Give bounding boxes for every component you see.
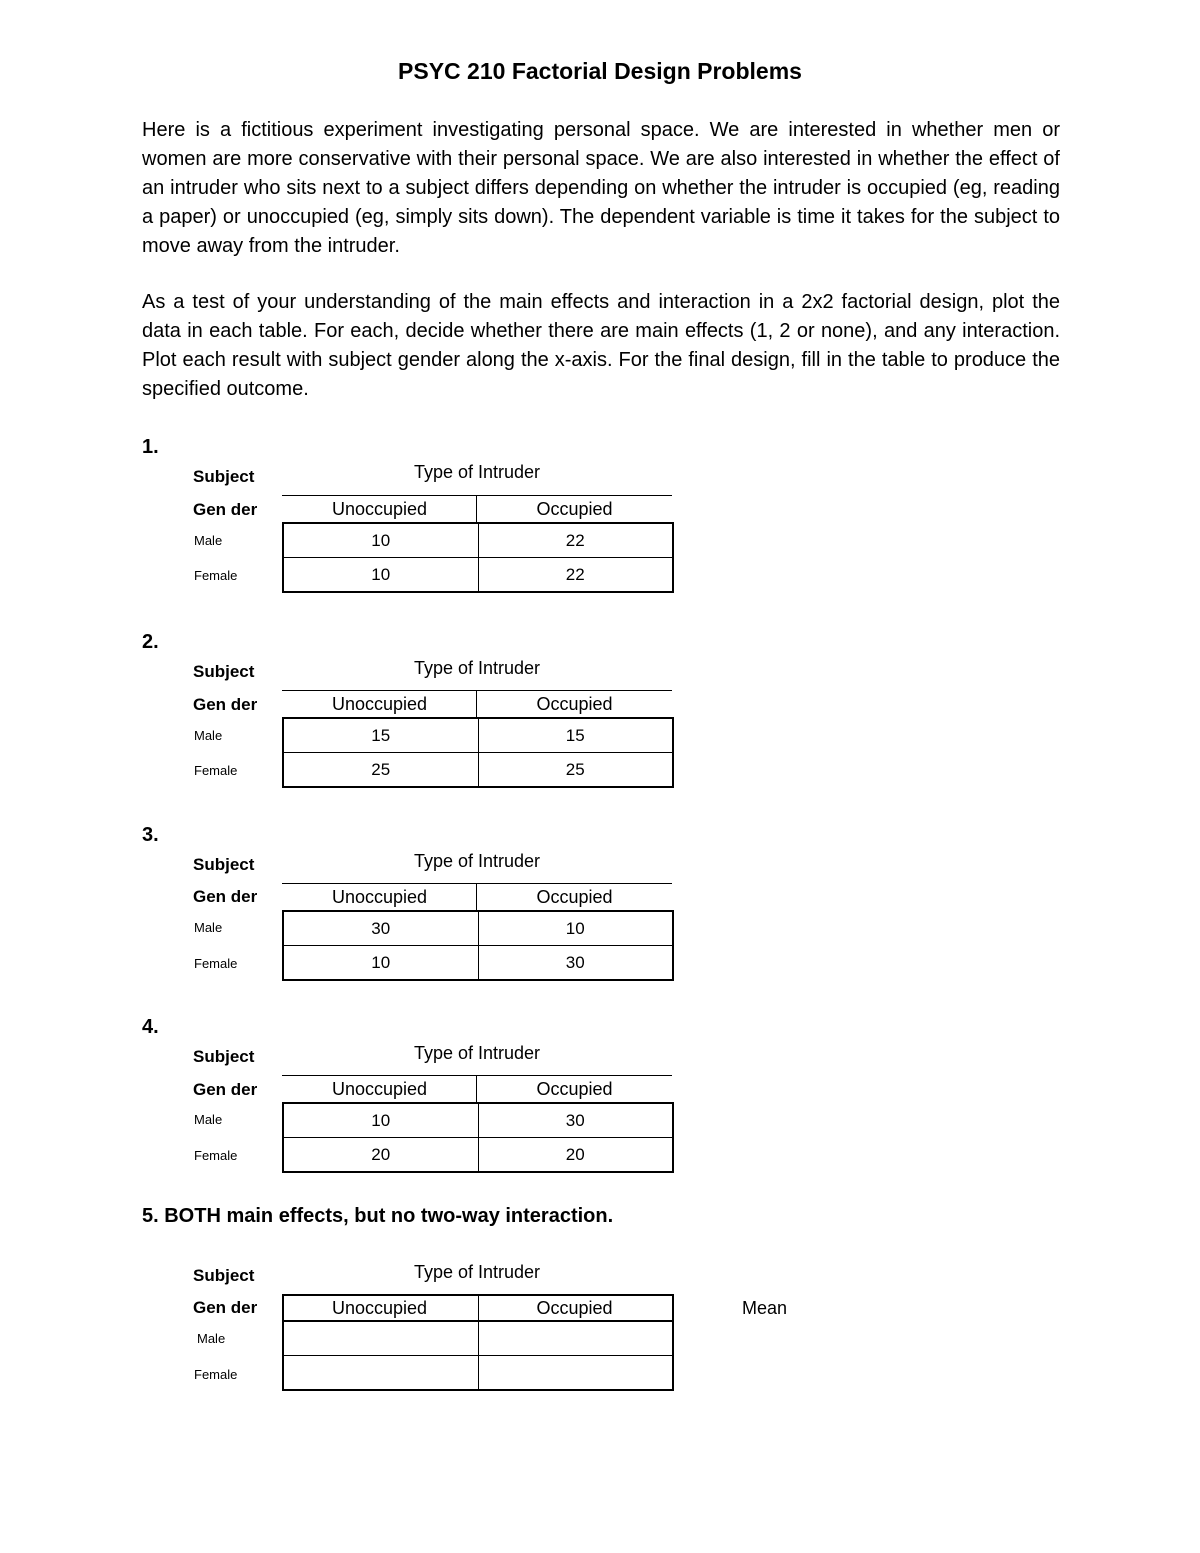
col-occupied: Occupied [536, 887, 613, 907]
type-of-intruder-label: Type of Intruder [413, 1043, 541, 1063]
table-row-female [284, 945, 672, 979]
subject-label: Subject [193, 662, 255, 681]
cell-female-occupied[interactable] [478, 1356, 673, 1389]
header-line [282, 1075, 672, 1076]
cell-female-occupied: 25 [478, 753, 673, 786]
cell-male-unoccupied: 15 [371, 726, 391, 745]
type-of-intruder-label: Type of Intruder [413, 658, 541, 678]
table-row-male [284, 719, 672, 752]
col-occupied: Occupied [536, 499, 613, 519]
col-unoccupied: Unoccupied [331, 887, 428, 907]
table-row-female [284, 1137, 672, 1171]
data-table [282, 910, 674, 981]
problem-number: 3. [142, 824, 159, 846]
page-title: PSYC 210 Factorial Design Problems [398, 58, 802, 84]
row-label-male: Male [194, 920, 223, 935]
col-unoccupied: Unoccupied [331, 694, 428, 714]
header-line [282, 690, 672, 691]
cell-female-occupied: 22 [478, 558, 673, 591]
data-table [282, 1320, 674, 1391]
header-line [282, 495, 672, 496]
cell-male-unoccupied: 10 [371, 1111, 391, 1130]
cell-female-unoccupied: 10 [371, 565, 391, 584]
row-label-male: Male [194, 1112, 223, 1127]
type-of-intruder-label: Type of Intruder [413, 1262, 541, 1282]
cell-female-unoccupied: 25 [371, 760, 391, 779]
instructions-paragraph: As a test of your understanding of the main effects and interaction in a 2x2 factorial design, plot the data in each table. For each, decide whether there are main effects (1, 2 or none), and any interaction. Plot each result with subject gender along the x-axis. For the final design, fill in the table to produce the specified outcome. [142, 291, 1060, 400]
col-unoccupied: Unoccupied [331, 1298, 428, 1318]
col-unoccupied: Unoccupied [331, 1079, 428, 1099]
table-row-male [284, 524, 672, 557]
cell-male-occupied: 30 [478, 1104, 673, 1137]
col-occupied: Occupied [536, 694, 613, 714]
table-row-female [284, 557, 672, 591]
header-divider [476, 691, 477, 718]
cell-female-unoccupied[interactable] [284, 1356, 478, 1389]
cell-male-unoccupied: 10 [371, 531, 391, 550]
cell-female-occupied: 30 [478, 946, 673, 979]
row-label-male: Male [197, 1331, 226, 1346]
mean-label: Mean [742, 1298, 788, 1318]
header-divider [476, 496, 477, 523]
subject-label: Subject [193, 1266, 255, 1285]
cell-female-occupied: 20 [478, 1138, 673, 1171]
cell-male-occupied: 15 [478, 719, 673, 752]
cell-male-occupied[interactable] [478, 1322, 673, 1355]
row-label-male: Male [194, 728, 223, 743]
problem-number: 4. [142, 1016, 159, 1038]
gender-label: Gen der [193, 695, 258, 714]
problem-number: 5. BOTH main effects, but no two-way interaction. [142, 1205, 614, 1227]
cell-female-unoccupied: 10 [371, 953, 391, 972]
row-label-female: Female [194, 763, 238, 778]
col-unoccupied: Unoccupied [331, 499, 428, 519]
problem-number: 2. [142, 631, 159, 653]
cell-male-occupied: 10 [478, 912, 673, 945]
gender-label: Gen der [193, 1080, 258, 1099]
table-row-female [284, 752, 672, 786]
header-divider [476, 884, 477, 911]
subject-label: Subject [193, 855, 255, 874]
gender-label: Gen der [193, 887, 258, 906]
cell-female-unoccupied: 20 [371, 1145, 391, 1164]
row-label-female: Female [194, 568, 238, 583]
col-occupied: Occupied [536, 1079, 613, 1099]
header-divider [476, 1076, 477, 1103]
data-table [282, 1102, 674, 1173]
subject-label: Subject [193, 1047, 255, 1066]
problem-number: 1. [142, 436, 159, 458]
gender-label: Gen der [193, 500, 258, 519]
header-line [282, 883, 672, 884]
table-row-male [284, 1104, 672, 1137]
table-row-male [284, 1322, 672, 1355]
row-label-male: Male [194, 533, 223, 548]
row-label-female: Female [194, 1367, 238, 1382]
row-label-female: Female [194, 1148, 238, 1163]
cell-male-unoccupied[interactable] [284, 1322, 478, 1355]
col-occupied: Occupied [536, 1298, 613, 1318]
cell-male-occupied: 22 [478, 524, 673, 557]
intro-paragraph: Here is a fictitious experiment investigating personal space. We are interested in whether men or women are more conservative with their personal space. We are also interested in whether the effect of an intruder who sits next to a subject differs depending on whether the intruder is occupied (eg, reading a paper) or unoccupied (eg, simply sits down). The dependent variable is time it takes for the subject to move away from the intruder. [142, 119, 1060, 257]
gender-label: Gen der [193, 1298, 258, 1317]
type-of-intruder-label: Type of Intruder [413, 851, 541, 871]
cell-male-unoccupied: 30 [371, 919, 391, 938]
data-table [282, 717, 674, 788]
subject-label: Subject [193, 467, 255, 486]
table-row-female [284, 1355, 672, 1389]
row-label-female: Female [194, 956, 238, 971]
type-of-intruder-label: Type of Intruder [413, 462, 541, 482]
table-row-male [284, 912, 672, 945]
data-table [282, 522, 674, 593]
